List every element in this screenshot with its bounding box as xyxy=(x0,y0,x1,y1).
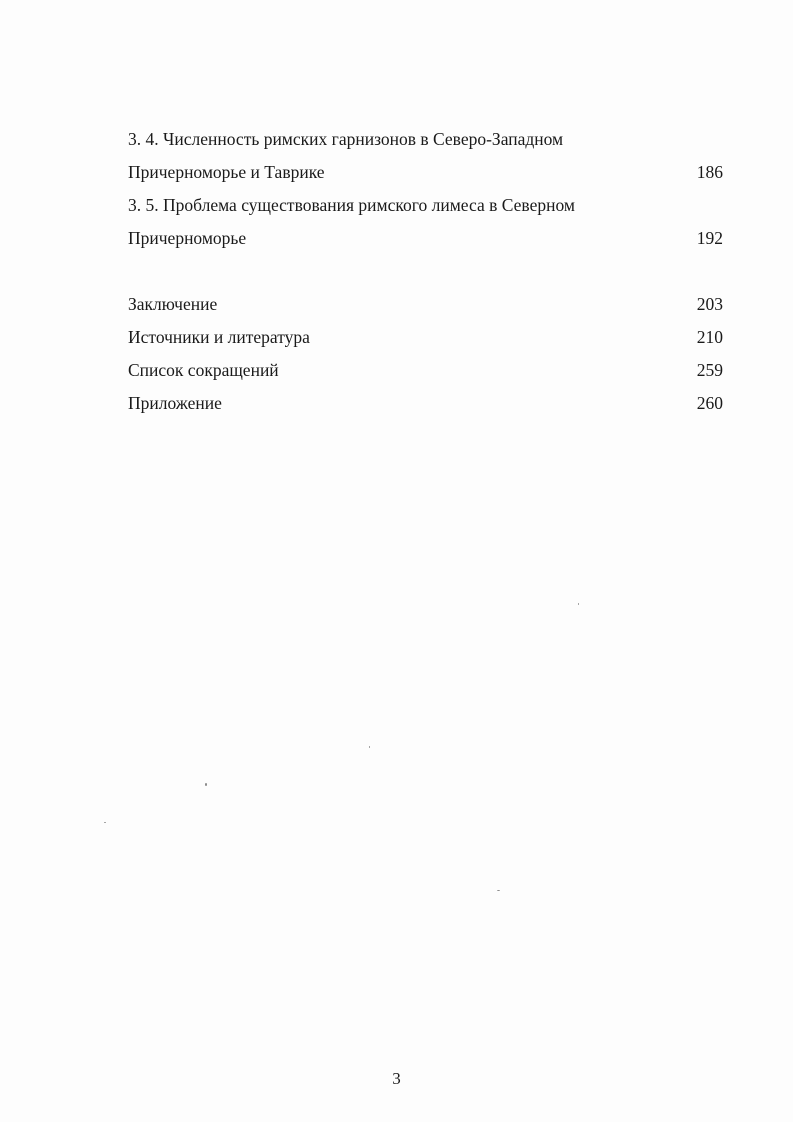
section-gap xyxy=(128,255,723,288)
page-number: 3 xyxy=(392,1069,401,1088)
toc-line xyxy=(128,354,723,387)
scan-speck xyxy=(369,746,370,748)
table-of-contents xyxy=(128,123,723,420)
toc-entry-title: 3. 4. Численность римских гарнизонов в Северо-Западном xyxy=(128,129,564,149)
toc-entry-page: 203 xyxy=(696,294,723,314)
toc-entry-page: 192 xyxy=(696,228,723,248)
toc-entry-title: Заключение xyxy=(128,294,218,314)
scan-speck xyxy=(497,890,500,891)
toc-entry-title: Список сокращений xyxy=(128,360,279,380)
toc-entry-page: 259 xyxy=(696,360,723,380)
toc-entry-title: Приложение xyxy=(128,393,222,413)
toc-line xyxy=(128,387,723,420)
toc-entry-page: 260 xyxy=(696,393,723,413)
toc-line xyxy=(128,189,723,222)
toc-line xyxy=(128,222,723,255)
scan-speck xyxy=(104,822,106,823)
toc-entry-page: 210 xyxy=(696,327,723,347)
toc-entry-title: Причерноморье xyxy=(128,228,247,248)
toc-entry-title: Причерноморье и Таврике xyxy=(128,162,325,182)
toc-line xyxy=(128,321,723,354)
toc-entry-title: Источники и литература xyxy=(128,327,310,347)
toc-line xyxy=(128,156,723,189)
scan-speck xyxy=(205,783,207,786)
toc-line xyxy=(128,288,723,321)
toc-entry-title: 3. 5. Проблема существования римского лимеса в Северном xyxy=(128,195,575,215)
toc-entry-page: 186 xyxy=(696,162,723,182)
scan-speck xyxy=(578,603,579,605)
toc-line xyxy=(128,123,723,156)
